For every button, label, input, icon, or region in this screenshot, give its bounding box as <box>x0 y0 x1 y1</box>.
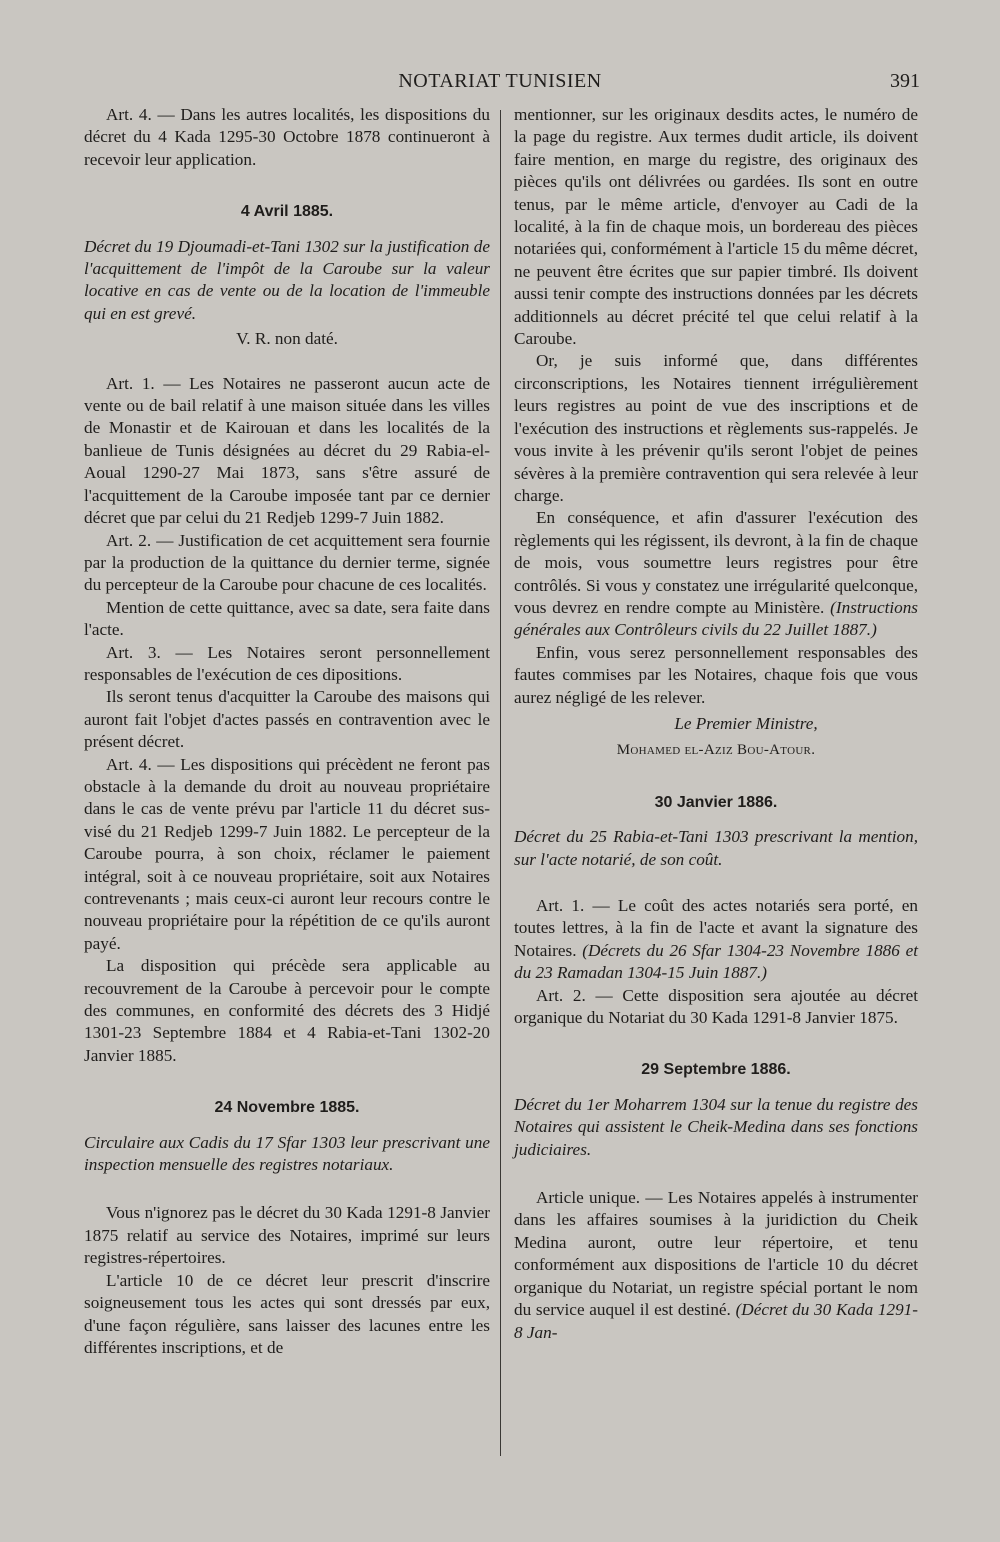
running-header: NOTARIAT TUNISIEN <box>398 70 602 92</box>
article-text: Article unique. — Les Notaires appelés à instrumenter dans les affaires soumises à la juridiction du Cheik Medina auront, outre leur répertoire, et tenu conformément aux dispositions de l'article 10 du décret organique du Notariat, un registre spécial portant le nom du service auquel il est destiné. <box>514 1188 918 1320</box>
page-number: 391 <box>890 70 920 92</box>
column-divider <box>500 110 501 1456</box>
article-2: Art. 2. — Justification de cet acquittement sera fournie par la production de la quittance du dernier terme, signée du percepteur de la Caroube pour chacune de ces localités. <box>84 530 490 595</box>
article-4-previous: Art. 4. — Dans les autres localités, les dispositions du décret du 4 Kada 1295-30 Octobre 1878 continueront à recevoir leur application. <box>84 105 490 169</box>
citation: (Décret du 30 Kada 1291-8 Jan- <box>514 1300 918 1342</box>
decree-title: Décret du 19 Djoumadi-et-Tani 1302 sur la justification de l'acquittement de l'impôt de la Caroube sur la valeur locative en cas de vente ou de la location de l'immeuble qui en est grevé. <box>84 236 490 323</box>
decree-title: Décret du 1er Moharrem 1304 sur la tenue du registre des Notaires qui assistent le Cheik-Medina dans ses fonctions judiciaires. <box>514 1094 918 1159</box>
paragraph: Or, je suis informé que, dans différentes circonscriptions, les Notaires tiennent irrégulièrement leurs registres au point de vue des inscriptions et de l'exécution des instructions et règlements sus-rappelés. Je vous invite à les prévenir qu'ils seront l'objet de peines sévères à la première contravention qui sera relevée à leur charge. <box>514 351 918 505</box>
section-date: 4 Avril 1885. <box>240 203 334 221</box>
decree-title: Décret du 25 Rabia-et-Tani 1303 prescrivant la mention, sur l'acte notarié, de son coût. <box>514 827 918 869</box>
paragraph-text: En conséquence, et afin d'assurer l'exécution des règlements qui les régissent, ils devront, à la fin de chaque de mois, vous soumettre leurs registres pour être contrôlés. Si vous y constatez une irrégularité quelconque, vous devrez en rendre compte au Ministère. <box>514 508 918 617</box>
paragraph: Ils seront tenus d'acquitter la Caroube des maisons qui auront fait l'objet d'actes passés en contravention avec le présent décret. <box>84 687 490 752</box>
article-1: Art. 1. — Les Notaires ne passeront aucun acte de vente ou de bail relatif à une maison située dans les villes de Monastir et de Kairouan et dans les localités de la banlieue de Tunis désignées au décret du 29 Rabia-el-Aoual 1290-27 Mai 1873, sans s'être assuré de l'acquittement de la Caroube imposée tant par ce dernier décret que par celui du 21 Redjeb 1299-7 Juin 1882. <box>84 373 490 528</box>
article-1 <box>514 895 918 985</box>
paragraph: Vous n'ignorez pas le décret du 30 Kada 1291-8 Janvier 1875 relatif au service des Notaires, imprimé sur leurs registres-répertoires. <box>84 1203 490 1268</box>
article-3: Art. 3. — Les Notaires seront personnellement responsables de l'exécution de ces dipositions. <box>84 642 490 684</box>
section-date: 24 Novembre 1885. <box>214 1099 360 1117</box>
paragraph: mentionner, sur les originaux desdits actes, le numéro de la page du registre. Aux termes dudit article, ils doivent faire mention, en marge du registre, des originaux des pièces qu'ils ont délivrées ou gardées. Ils sont en outre tenus, par le même article, d'envoyer au Cadi de la localité, à la fin de chaque mois, un bordereau des pièces notariées qui, conformément à l'article 15 du même décret, ne peuvent être écrites que sur papier timbré. Ils doivent aussi tenir compte des instructions données par les décrets additionnels au décret précité tel que celui relatif à la Caroube. <box>514 105 918 349</box>
section-date: 30 Janvier 1886. <box>654 793 778 811</box>
signature-name: Mohamed el-Aziz Bou-Atour. <box>616 742 816 759</box>
signature-title: Le Premier Ministre, <box>674 713 818 733</box>
right-column <box>514 104 918 1344</box>
citation: (Instructions générales aux Contrôleurs civils du 22 Juillet 1887.) <box>514 597 918 640</box>
decree-note: V. R. non daté. <box>236 329 338 349</box>
left-column <box>84 104 490 1359</box>
paragraph: Mention de cette quittance, avec sa date, sera faite dans l'acte. <box>84 597 490 640</box>
article-text: Art. 1. — Le coût des actes notariés sera porté, en toutes lettres, à la fin de l'acte et avant la signature des Notaires. <box>514 896 918 960</box>
circular-title: Circulaire aux Cadis du 17 Sfar 1303 leur prescrivant une inspection mensuelle des registres notariaux. <box>84 1132 490 1175</box>
paragraph: Enfin, vous serez personnellement responsables des fautes commises par les Notaires, chaque fois que vous aurez négligé de les relever. <box>514 642 918 707</box>
paragraph <box>514 507 918 641</box>
paragraph: La disposition qui précède sera applicable au recouvrement de la Caroube à percevoir pour le compte des communes, en conformité des décrets des 3 Hidjé 1301-23 Septembre 1884 et 4 Rabia-et-Tani 1302-20 Janvier 1885. <box>84 956 490 1065</box>
article-unique <box>514 1187 918 1344</box>
paragraph: L'article 10 de ce décret leur prescrit d'inscrire soigneusement tous les actes qui sont dressés par eux, d'une façon régulière, sans laisser des lacunes entre les différentes inscriptions, et de <box>84 1270 490 1357</box>
article-2: Art. 2. — Cette disposition sera ajoutée au décret organique du Notariat du 30 Kada 1291-8 Janvier 1875. <box>514 985 918 1028</box>
section-date: 29 Septembre 1886. <box>641 1061 791 1079</box>
article-4: Art. 4. — Les dispositions qui précèdent ne feront pas obstacle à la demande du droit au nouveau propriétaire dans le cas de vente prévu par l'article 11 du décret sus-visé du 21 Redjeb 1299-7 Juin 1882. Le percepteur de la Caroube pourra, à son choix, réclamer le paiement intégral, soit à ce nouveau propriétaire, soit aux Notaires contrevenants ; mais ceux-ci auront leur recours contre le nouveau propriétaire pour la répétition de ce qu'ils auront payé. <box>84 754 490 953</box>
citation: (Décrets du 26 Sfar 1304-23 Novembre 1886 et du 23 Ramadan 1304-15 Juin 1887.) <box>514 940 918 983</box>
